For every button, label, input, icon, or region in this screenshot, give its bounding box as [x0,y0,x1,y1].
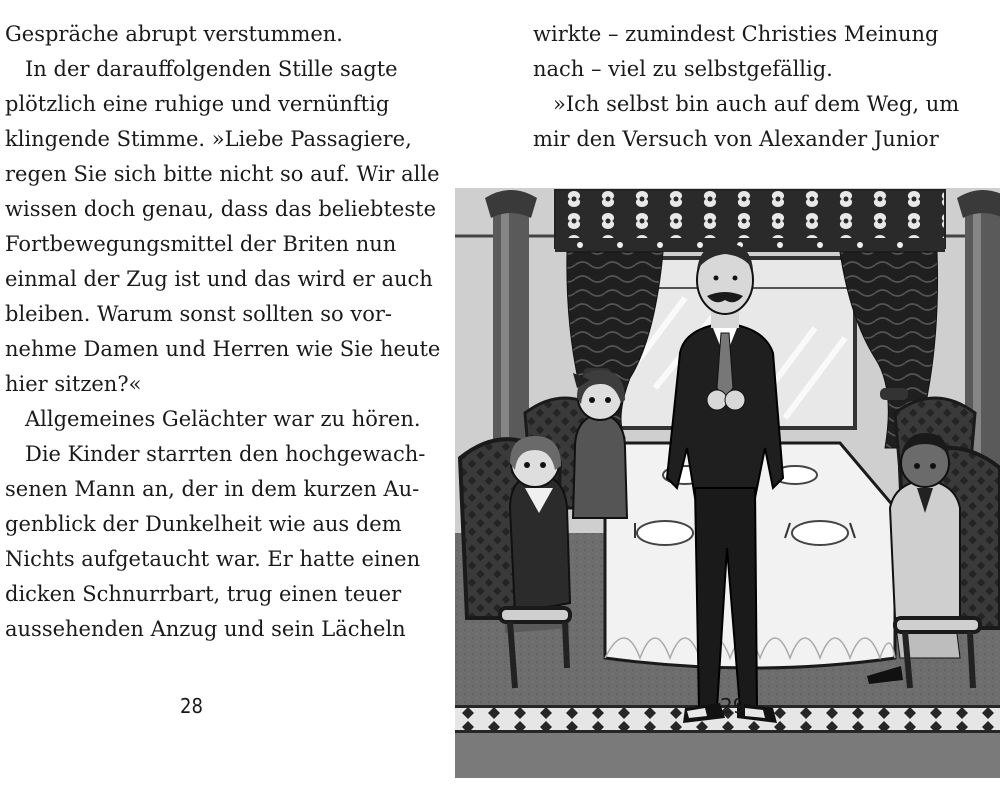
text-line: »Ich selbst bin auch auf dem Weg, um [553,92,960,116]
text-line: plötzlich eine ruhige und vernünftig [5,92,390,116]
page-number: 29 [720,694,746,718]
text-line: klingende Stimme. »Liebe Passagiere, [5,127,412,151]
text-line: regen Sie sich bitte nicht so auf. Wir alle [5,162,440,186]
text-line: Nichts aufgetaucht war. Er hatte einen [5,547,421,571]
page-number: 28 [180,694,203,718]
text-line: In der darauffolgenden Stille sagte [25,57,398,81]
text-line: nehme Damen und Herren wie Sie heute [5,337,441,361]
text-line: bleiben. Warum sonst sollten so vor- [5,302,392,326]
text-line: aussehenden Anzug und sein Lächeln [5,617,406,641]
text-line: wissen doch genau, dass das beliebteste [5,197,437,221]
text-line: mir den Versuch von Alexander Junior [533,127,939,151]
text-line: senen Mann an, der in dem kurzen Au- [5,477,420,501]
text-line: einmal der Zug ist und das wird er auch [5,267,433,291]
dining-car-illustration [455,188,1000,778]
text-line: Fortbewegungsmittel der Briten nun [5,232,397,256]
text-line: wirkte – zumindest Christies Meinung [533,22,939,46]
text-line: nach – viel zu selbstgefällig. [533,57,833,81]
text-line: hier sitzen?« [5,372,142,396]
text-line: Gespräche abrupt verstummen. [5,22,343,46]
text-line: genblick der Dunkelheit wie aus dem [5,512,402,536]
text-line: dicken Schnurrbart, trug einen teuer [5,582,402,606]
text-line: Die Kinder starrten den hochgewach- [25,442,426,466]
text-line: Allgemeines Gelächter war zu hören. [25,407,421,431]
